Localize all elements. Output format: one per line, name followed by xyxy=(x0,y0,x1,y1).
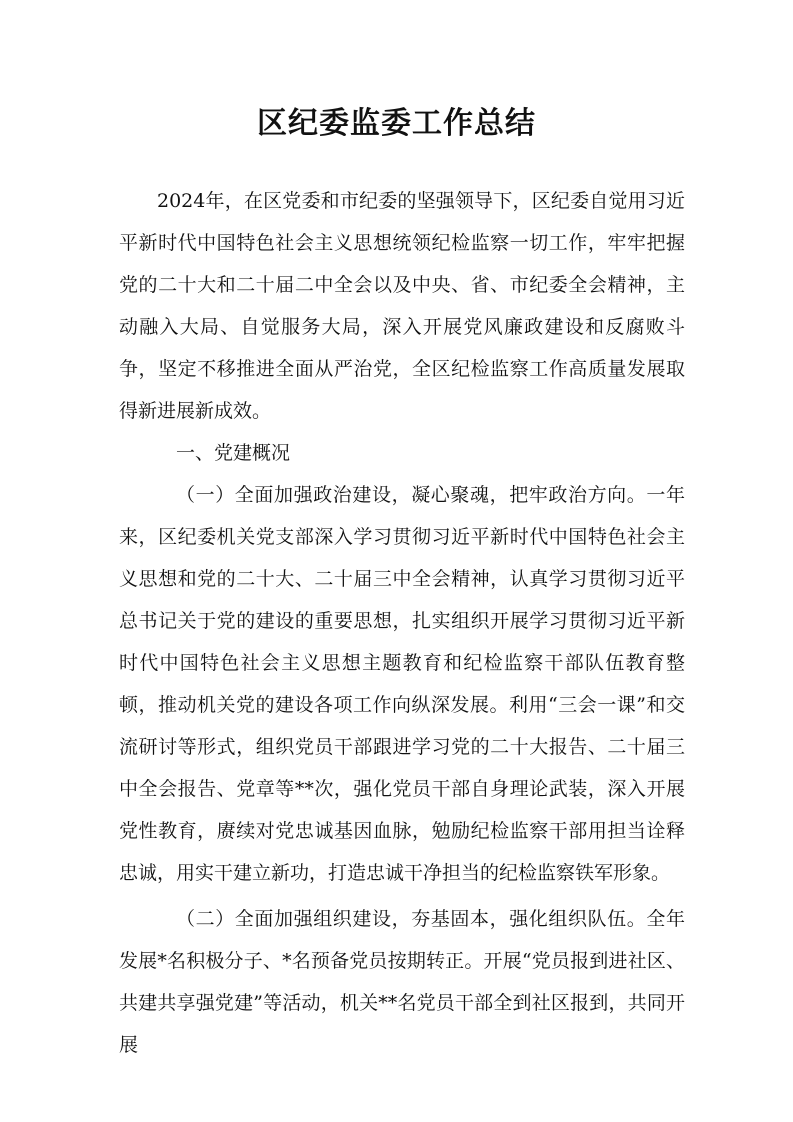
document-title: 区纪委监委工作总结 xyxy=(257,106,536,141)
body-paragraph-political: （一）全面加强政治建设，凝心聚魂，把牢政治方向。一年来，区纪委机关党支部深入学习贯彻习近平新时代中国特色社会主义思想和党的二十大、二十届三中全会精神，认真学习贯彻习近平总书记关于党的建设的重要思想，扎实组织开展学习贯彻习近平新时代中国特色社会主义思想主题教育和纪检监察干部队伍教育整顿，推动机关党的建设各项工作向纵深发展。利用“三会一课”和交流研讨等形式，组织党员干部跟进学习党的二十大报告、二十届三中全会报告、党章等**次，强化党员干部自身理论武装，深入开展党性教育，赓续对党忠诚基因血脉，勉励纪检监察干部用担当诠释忠诚，用实干建立新功，打造忠诚干净担当的纪检监察铁军形象。 xyxy=(119,484,685,884)
intro-paragraph: 2024年，在区党委和市纪委的坚强领导下，区纪委自觉用习近平新时代中国特色社会主义思想统领纪检监察一切工作，牢牢把握党的二十大和二十届二中全会以及中央、省、市纪委全会精神，主动融入大局、自觉服务大局，深入开展党风廉政建设和反腐败斗争，坚定不移推进全面从严治党，全区纪检监察工作高质量发展取得新进展新成效。 xyxy=(119,190,685,422)
body-paragraph-organization: （二）全面加强组织建设，夯基固本，强化组织队伍。全年发展*名积极分子、*名预备党员按期转正。开展“党员报到进社区、共建共享强党建”等活动，机关**名党员干部全到社区报到，共同开展 xyxy=(119,908,685,1056)
document-body xyxy=(119,180,685,1066)
section-heading: 一、党建概况 xyxy=(176,442,291,464)
